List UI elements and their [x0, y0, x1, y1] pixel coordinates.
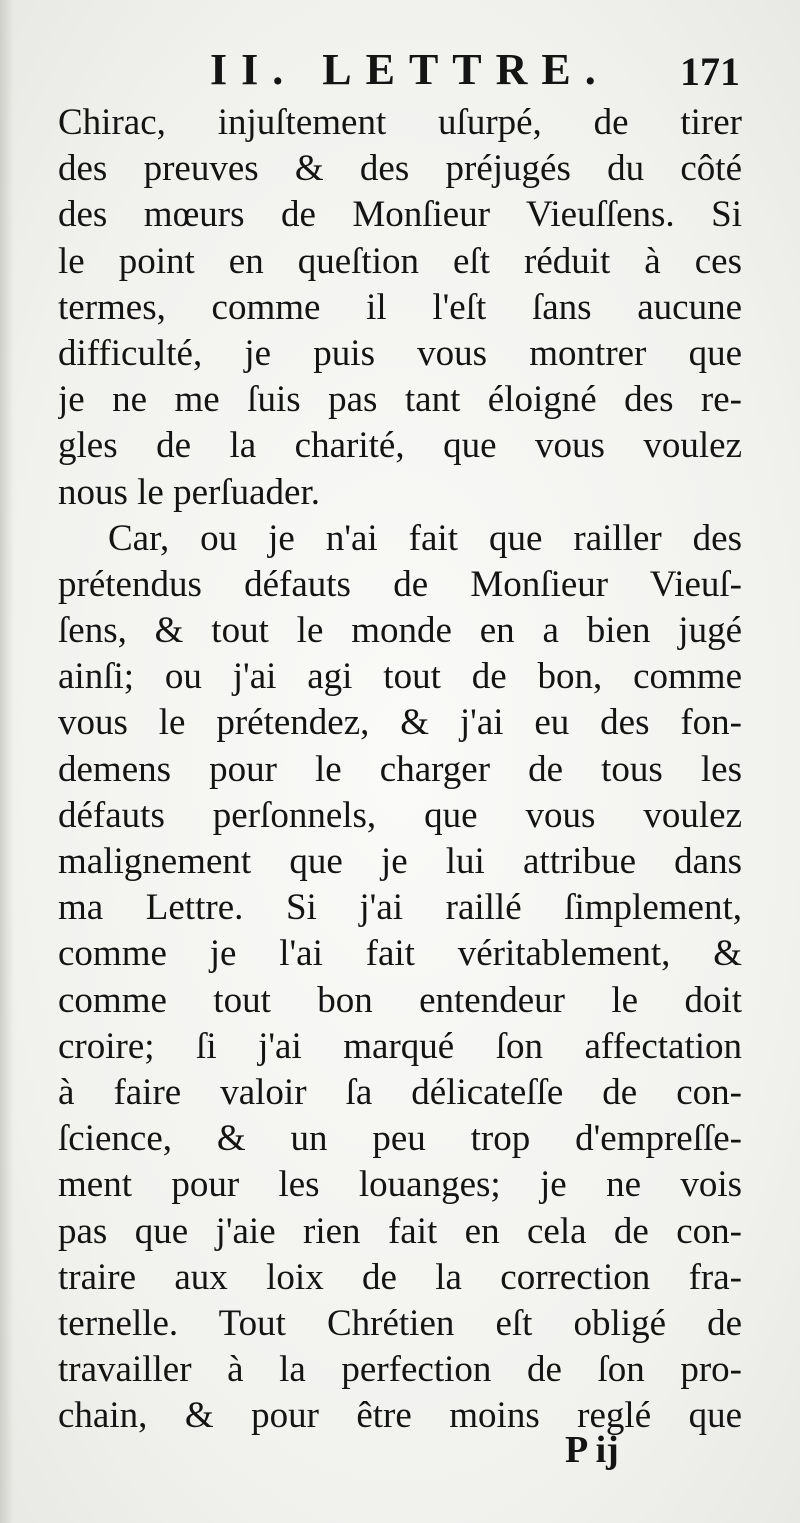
- text-line: prétendus défauts de Monſieur Vieuſ-: [58, 563, 742, 605]
- text-line: travailler à la perfection de ſon pro-: [58, 1349, 742, 1391]
- page-number: 171: [680, 49, 740, 94]
- text-line: ternelle. Tout Chrétien eſt obligé de: [58, 1302, 742, 1344]
- body-text: [58, 100, 742, 1439]
- text-line: chain, & pour être moins reglé que: [58, 1395, 742, 1437]
- text-line: comme je l'ai fait véritablement, &: [58, 933, 742, 975]
- text-line: pas que j'aie rien fait en cela de con-: [58, 1210, 742, 1252]
- text-line: je ne me ſuis pas tant éloigné des re-: [58, 379, 742, 421]
- text-line: défauts perſonnels, que vous voulez: [58, 794, 742, 836]
- text-line: vous le prétendez, & j'ai eu des fon-: [58, 702, 742, 744]
- text-line: malignement que je lui attribue dans: [58, 841, 742, 882]
- running-head: II. LETTRE.: [210, 45, 610, 94]
- text-line: ment pour les louanges; je ne vois: [58, 1164, 742, 1206]
- text-line: ſcience, & un peu trop d'empreſſe-: [58, 1118, 742, 1160]
- signature-mark: P ij: [565, 1429, 619, 1471]
- text-line: des preuves & des préjugés du côté: [58, 148, 742, 190]
- text-line: Chirac, injuſtement uſurpé, de tirer: [58, 102, 742, 143]
- text-line: ſens, & tout le monde en a bien jugé: [58, 610, 742, 652]
- text-line: à faire valoir ſa délicateſſe de con-: [58, 1071, 742, 1113]
- text-line: difficulté, je puis vous montrer que: [58, 332, 742, 374]
- text-line: traire aux loix de la correction fra-: [58, 1256, 742, 1298]
- text-line: croire; ſi j'ai marqué ſon affectation: [58, 1025, 742, 1067]
- text-line: le point en queſtion eſt réduit à ces: [58, 240, 742, 282]
- text-line-paragraph-end: nous le perſuader.: [58, 471, 320, 513]
- text-line: gles de la charité, que vous voulez: [58, 425, 742, 467]
- text-line: des mœurs de Monſieur Vieuſſens. Si: [58, 194, 742, 236]
- text-line: ainſi; ou j'ai agi tout de bon, comme: [58, 656, 742, 698]
- page-edge-shadow: [0, 0, 14, 1523]
- text-line: comme tout bon entendeur le doit: [58, 979, 742, 1021]
- text-line: ma Lettre. Si j'ai raillé ſimplement,: [58, 887, 742, 929]
- page-header: [60, 44, 740, 104]
- text-line: termes, comme il l'eſt ſans aucune: [58, 286, 742, 328]
- text-line: demens pour le charger de tous les: [58, 748, 742, 790]
- text-line-paragraph-start: Car, ou je n'ai fait que railler des: [108, 517, 742, 559]
